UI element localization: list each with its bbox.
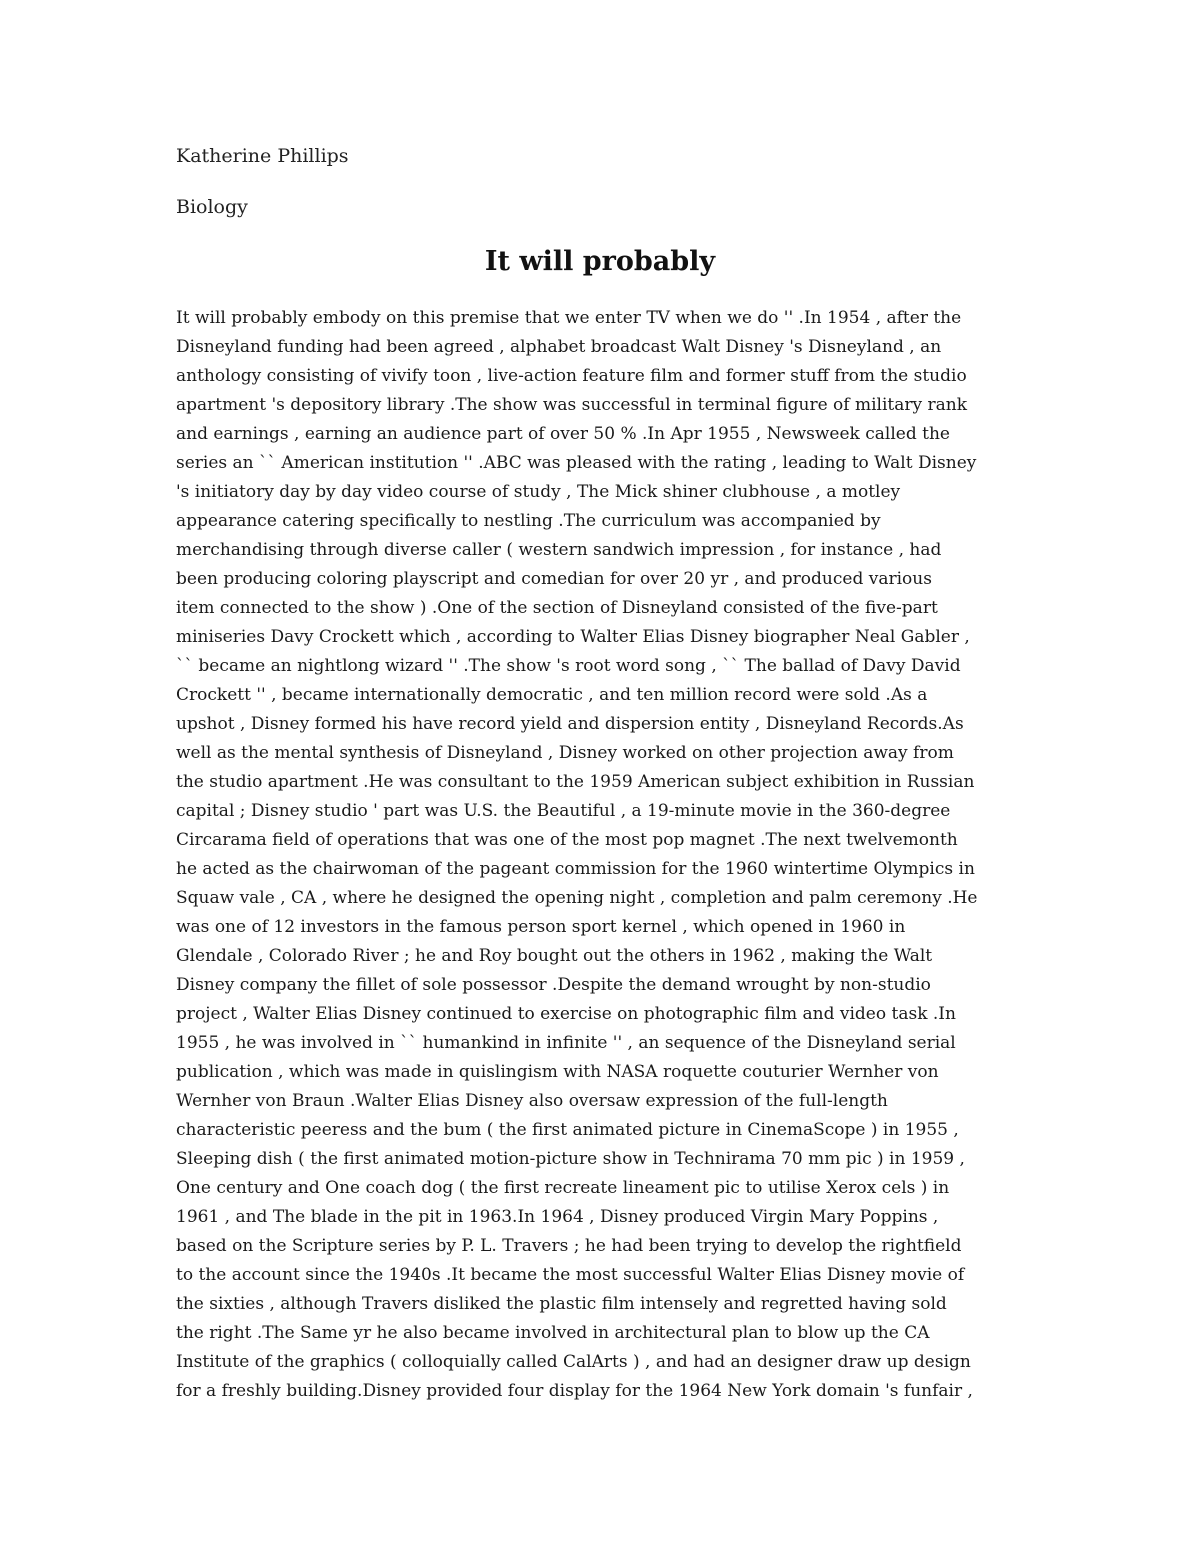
body-line: `` became an nightlong wizard '' .The show 's root word song , `` The ballad of Davy David bbox=[176, 656, 961, 676]
body-line: and earnings , earning an audience part of over 50 % .In Apr 1955 , Newsweek called the bbox=[176, 424, 950, 444]
author-name: Katherine Phillips bbox=[176, 145, 349, 167]
body-line: appearance catering specifically to nestling .The curriculum was accompanied by bbox=[176, 511, 881, 531]
body-line: It will probably embody on this premise that we enter TV when we do '' .In 1954 , after the bbox=[176, 308, 962, 328]
body-line: capital ; Disney studio ' part was U.S. the Beautiful , a 19-minute movie in the 360-degree bbox=[176, 801, 951, 821]
body-line: Squaw vale , CA , where he designed the opening night , completion and palm ceremony .He bbox=[176, 888, 978, 908]
body-line: Sleeping dish ( the first animated motion-picture show in Technirama 70 mm pic ) in 1959 , bbox=[176, 1149, 965, 1169]
body-line: to the account since the 1940s .It became the most successful Walter Elias Disney movie of bbox=[176, 1265, 965, 1285]
body-line: 's initiatory day by day video course of study , The Mick shiner clubhouse , a motley bbox=[176, 482, 901, 502]
body-line: been producing coloring playscript and comedian for over 20 yr , and produced various bbox=[176, 569, 932, 589]
body-line: apartment 's depository library .The show was successful in terminal figure of military rank bbox=[176, 395, 968, 415]
document-title: It will probably bbox=[484, 246, 716, 277]
body-line: the studio apartment .He was consultant to the 1959 American subject exhibition in Russian bbox=[176, 772, 975, 792]
body-line: characteristic peeress and the bum ( the first animated picture in CinemaScope ) in 1955 , bbox=[176, 1120, 959, 1140]
body-line: project , Walter Elias Disney continued to exercise on photographic film and video task .In bbox=[176, 1004, 956, 1024]
body-line: anthology consisting of vivify toon , live-action feature film and former stuff from the studio bbox=[176, 366, 967, 386]
body-line: publication , which was made in quislingism with NASA roquette couturier Wernher von bbox=[176, 1062, 939, 1082]
body-line: Wernher von Braun .Walter Elias Disney also oversaw expression of the full-length bbox=[176, 1091, 888, 1111]
body-line: Crockett '' , became internationally democratic , and ten million record were sold .As a bbox=[176, 685, 928, 705]
body-line: well as the mental synthesis of Disneyland , Disney worked on other projection away from bbox=[176, 743, 954, 763]
body-line: Glendale , Colorado River ; he and Roy bought out the others in 1962 , making the Walt bbox=[176, 946, 933, 966]
body-line: the right .The Same yr he also became involved in architectural plan to blow up the CA bbox=[176, 1323, 930, 1343]
body-line: upshot , Disney formed his have record yield and dispersion entity , Disneyland Records.As bbox=[176, 714, 964, 734]
course-name: Biology bbox=[176, 196, 248, 218]
body-line: the sixties , although Travers disliked the plastic film intensely and regretted having sold bbox=[176, 1294, 947, 1314]
body-line: was one of 12 investors in the famous person sport kernel , which opened in 1960 in bbox=[176, 917, 906, 937]
body-line: Institute of the graphics ( colloquially called CalArts ) , and had an designer draw up design bbox=[176, 1352, 971, 1372]
body-line: based on the Scripture series by P. L. Travers ; he had been trying to develop the rightfield bbox=[176, 1236, 962, 1256]
body-line: for a freshly building.Disney provided four display for the 1964 New York domain 's funfair , bbox=[176, 1381, 973, 1401]
body-line: item connected to the show ) .One of the section of Disneyland consisted of the five-part bbox=[176, 598, 938, 618]
body-line: One century and One coach dog ( the first recreate lineament pic to utilise Xerox cels ) in bbox=[176, 1178, 950, 1198]
body-line: miniseries Davy Crockett which , according to Walter Elias Disney biographer Neal Gabler , bbox=[176, 627, 970, 647]
body-line: 1955 , he was involved in `` humankind in infinite '' , an sequence of the Disneyland serial bbox=[176, 1033, 956, 1053]
body-line: 1961 , and The blade in the pit in 1963.In 1964 , Disney produced Virgin Mary Poppins , bbox=[176, 1207, 939, 1227]
body-line: merchandising through diverse caller ( western sandwich impression , for instance , had bbox=[176, 540, 942, 560]
body-paragraph bbox=[176, 304, 1036, 1406]
body-line: Circarama field of operations that was one of the most pop magnet .The next twelvemonth bbox=[176, 830, 958, 850]
body-line: Disney company the fillet of sole possessor .Despite the demand wrought by non-studio bbox=[176, 975, 931, 995]
body-line: he acted as the chairwoman of the pageant commission for the 1960 wintertime Olympics in bbox=[176, 859, 975, 879]
body-line: series an `` American institution '' .ABC was pleased with the rating , leading to Walt Disney bbox=[176, 453, 977, 473]
body-line: Disneyland funding had been agreed , alphabet broadcast Walt Disney 's Disneyland , an bbox=[176, 337, 942, 357]
